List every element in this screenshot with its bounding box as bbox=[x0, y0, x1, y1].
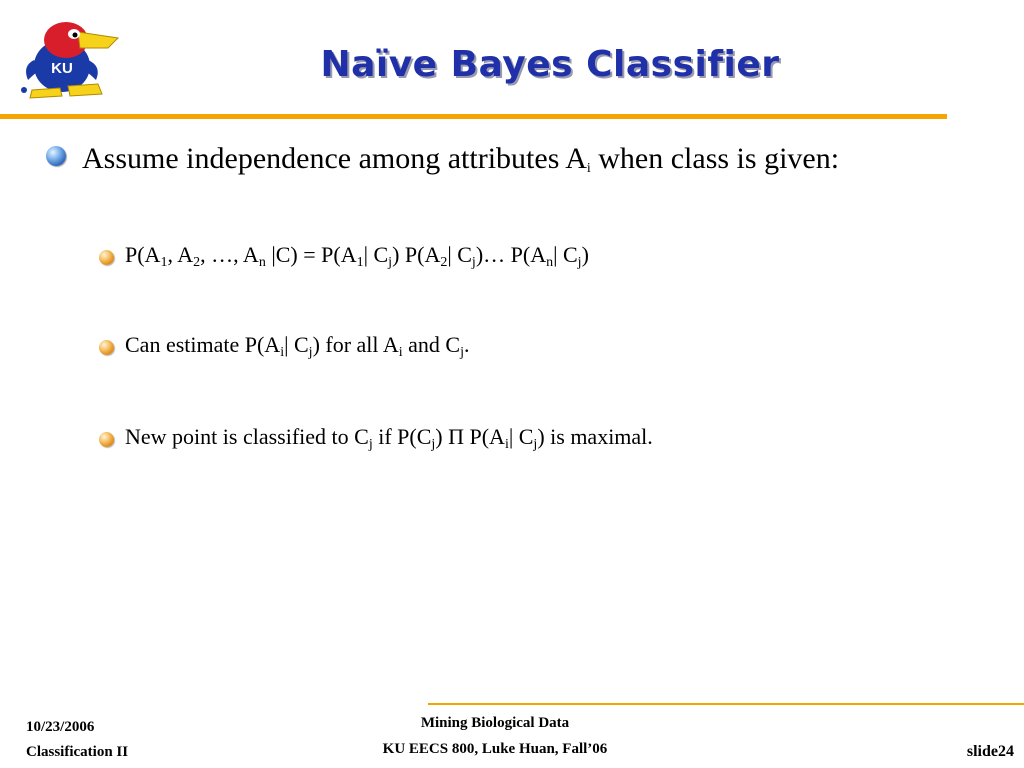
estimate-statement: Can estimate $P(A_i|$ $C_j$) for all $A_i$ and $C_j$. bbox=[125, 332, 470, 360]
slide-number: slide24 bbox=[966, 743, 1014, 760]
bullet-main-text-sub: i bbox=[586, 161, 591, 176]
sub-bullet-icon bbox=[99, 340, 114, 355]
classification-rule: New point is classified to $C_j$ if $P(C_j)$ Π $P(A_i|$ $C_j$) is maximal. bbox=[125, 424, 653, 452]
formula-independence: $P(A_1$, $A_2$, …, $A_n$ $|C) = P(A_1|$ $C_j$) $P(A_2|$ $C_j)\dots$ $P(A_n|$ $C_j$) bbox=[125, 242, 589, 270]
footer-section: Classification II bbox=[26, 744, 129, 760]
bullet-main-text-post: when class is given: bbox=[590, 142, 840, 175]
title-divider bbox=[0, 114, 947, 119]
bullet-main-text bbox=[82, 139, 962, 179]
ku-jayhawk-logo bbox=[16, 14, 126, 102]
bullet-main-text-pre: Assume independence among attributes A bbox=[82, 142, 587, 175]
sub-bullet-icon bbox=[99, 250, 114, 265]
footer-course-line2: KU EECS 800, Luke Huan, Fall’06 bbox=[382, 741, 608, 757]
slide-title: Naïve Bayes Classifier bbox=[320, 44, 780, 85]
sub-bullet-icon bbox=[99, 432, 114, 447]
footer-divider bbox=[428, 703, 1024, 705]
footer-date: 10/23/2006 bbox=[26, 719, 95, 735]
bullet-icon bbox=[46, 146, 66, 166]
footer-course-line1: Mining Biological Data bbox=[420, 715, 570, 731]
ku-logo-text: KU bbox=[51, 60, 73, 77]
